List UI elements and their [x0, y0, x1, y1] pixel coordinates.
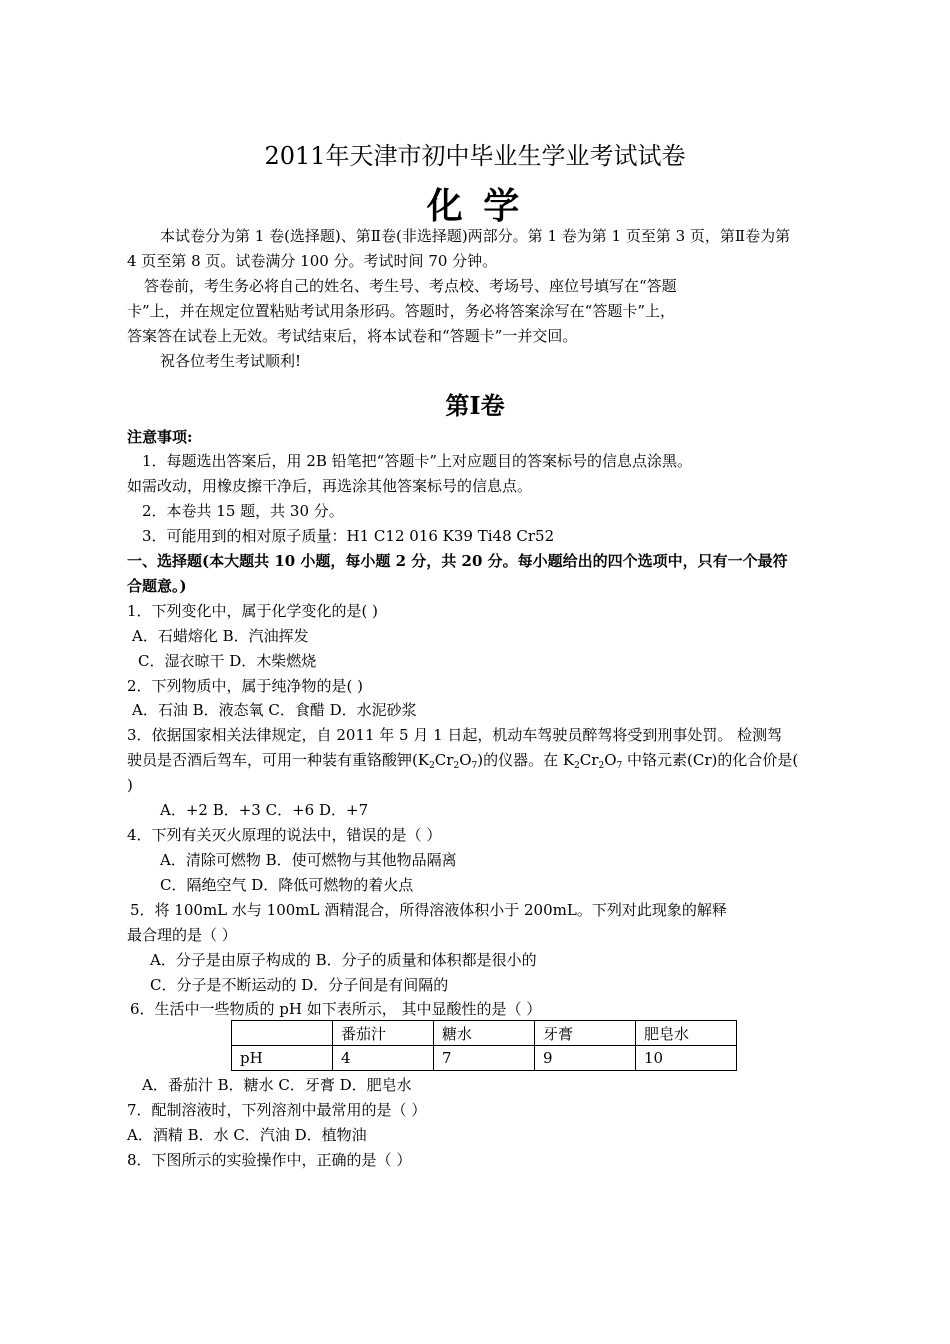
intro-paragraph-1-line-1: 本试卷分为第 1 卷(选择题)、第Ⅱ卷(非选择题)两部分。第 1 卷为第 1 页至第 3 页，第Ⅱ卷为第 — [160, 227, 791, 245]
intro-paragraph-2-line-2: 卡”上，并在规定位置粘贴考试用条形码。答题时，务必将答案涂写在“答题卡”上， — [127, 302, 676, 320]
table-header-cell: 糖水 — [434, 1021, 535, 1046]
question-5-options-1: A．分子是由原子构成的 B．分子的质量和体积都是很小的 — [150, 951, 537, 969]
table-header-cell: 肥皂水 — [636, 1021, 737, 1046]
table-header-cell — [232, 1021, 333, 1046]
table-cell: pH — [232, 1046, 333, 1071]
table-cell: 9 — [535, 1046, 636, 1071]
question-3-line-3: ) — [127, 776, 133, 794]
question-3-line-1: 3．依据国家相关法律规定，自 2011 年 5 月 1 日起，机动车驾驶员醉驾将受到刑事处罚。 检测驾 — [127, 726, 783, 744]
note-1-line-1: 1．每题选出答案后，用 2B 铅笔把“答题卡”上对应题目的答案标号的信息点涂黑。 — [142, 452, 692, 470]
question-3-options: A．+2 B．+3 C．+6 D．+7 — [160, 801, 369, 819]
question-5-line-2: 最合理的是（ ） — [127, 926, 237, 944]
part-heading-line-2: 合题意。) — [127, 577, 187, 595]
question-1-options-1: A．石蜡熔化 B．汽油挥发 — [132, 627, 309, 645]
question-5-options-2: C．分子是不断运动的 D．分子间是有间隔的 — [150, 976, 449, 994]
question-3-line-2: 驶员是否酒后驾车，可用一种装有重铬酸钾$(K_2Cr_2O_7)$的仪器。在 $K_2Cr_2O_7$ 中铬元素(Cr)的化合价是( — [127, 751, 799, 771]
intro-paragraph-2-line-3: 答案答在试卷上无效。考试结束后，将本试卷和“答题卡”一并交回。 — [127, 327, 578, 345]
note-1-line-2: 如需改动，用橡皮擦干净后，再选涂其他答案标号的信息点。 — [127, 477, 533, 495]
section-title: 第Ⅰ卷 — [445, 391, 505, 420]
note-3: 3．可能用到的相对原子质量：H1 C12 016 K39 Ti48 Cr52 — [142, 527, 555, 545]
table-cell: 10 — [636, 1046, 737, 1071]
question-4: 4．下列有关灭火原理的说法中，错误的是（ ） — [127, 826, 442, 844]
question-6-options: A．番茄汁 B．糖水 C．牙膏 D．肥皂水 — [142, 1076, 412, 1094]
question-8: 8．下图所示的实验操作中，正确的是（ ） — [127, 1151, 412, 1169]
intro-paragraph-1-line-2: 4 页至第 8 页。试卷满分 100 分。考试时间 70 分钟。 — [127, 252, 498, 270]
subject-title: 化 学 — [426, 185, 524, 227]
good-luck-text: 祝各位考生考试顺利! — [160, 352, 302, 370]
exam-title: 2011年天津市初中毕业生学业考试试卷 — [264, 142, 686, 170]
table-cell: 4 — [333, 1046, 434, 1071]
table-row — [232, 1046, 737, 1071]
question-1: 1．下列变化中，属于化学变化的是( ) — [127, 602, 379, 620]
question-2-options: A．石油 B．液态氧 C．食醋 D．水泥砂浆 — [132, 701, 417, 719]
question-6: 6．生活中一些物质的 pH 如下表所示， 其中显酸性的是（ ） — [130, 1000, 542, 1018]
intro-paragraph-2-line-1: 答卷前，考生务必将自己的姓名、考生号、考点校、考场号、座位号填写在“答题 — [144, 277, 677, 295]
question-5-line-1: 5．将 100mL 水与 100mL 酒精混合，所得溶液体积小于 200mL。下列对此现象的解释 — [130, 901, 727, 919]
part-heading-line-1: 一、选择题(本大题共 10 小题，每小题 2 分，共 20 分。每小题给出的四个选项中，只有一个最符 — [127, 552, 788, 570]
question-2: 2．下列物质中，属于纯净物的是( ) — [127, 677, 364, 695]
table-header-cell: 牙膏 — [535, 1021, 636, 1046]
question-1-options-2: C．湿衣晾干 D．木柴燃烧 — [138, 652, 317, 670]
ph-table — [231, 1020, 737, 1071]
question-4-options-1: A．清除可燃物 B．使可燃物与其他物品隔离 — [160, 851, 457, 869]
note-2: 2．本卷共 15 题，共 30 分。 — [142, 502, 344, 520]
question-4-options-2: C．隔绝空气 D．降低可燃物的着火点 — [160, 876, 414, 894]
table-cell: 7 — [434, 1046, 535, 1071]
table-header-cell: 番茄汁 — [333, 1021, 434, 1046]
question-7-options: A．酒精 B．水 C．汽油 D．植物油 — [127, 1126, 367, 1144]
question-7: 7．配制溶液时，下列溶剂中最常用的是（ ） — [127, 1101, 427, 1119]
notes-heading: 注意事项: — [127, 428, 193, 446]
table-header-row — [232, 1021, 737, 1046]
